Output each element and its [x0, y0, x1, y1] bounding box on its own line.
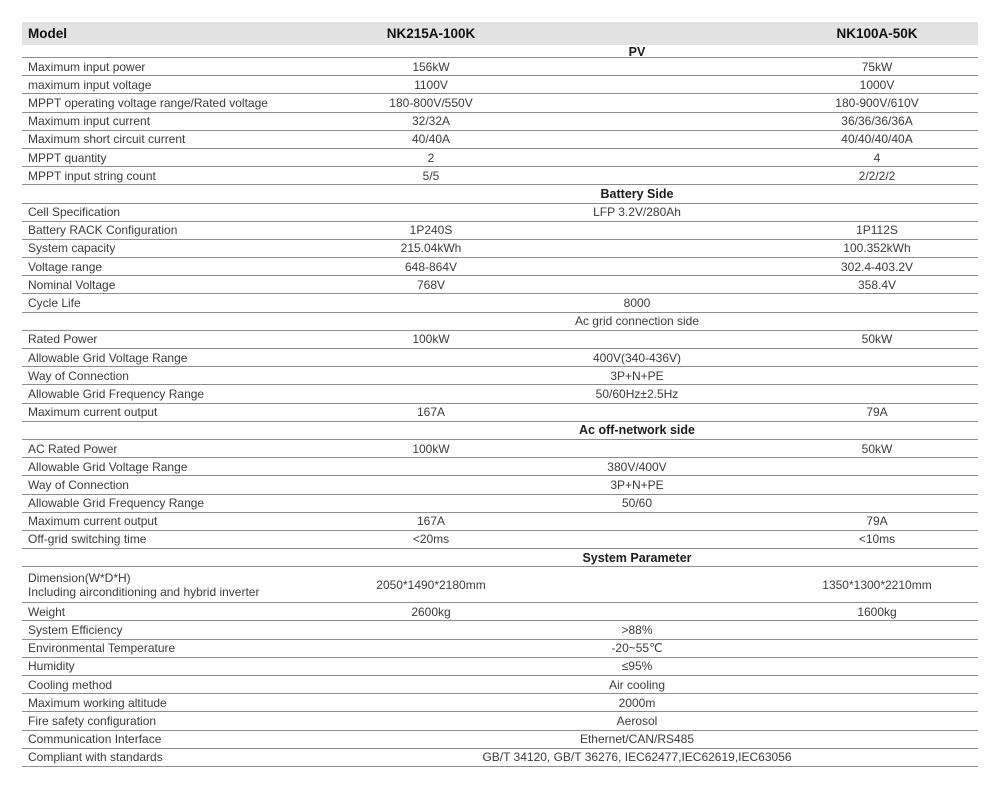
spec-value-nk215a-100k: 2600kg	[411, 604, 451, 619]
spec-label: Allowable Grid Frequency Range	[28, 496, 205, 511]
spec-label: Allowable Grid Voltage Range	[28, 459, 188, 474]
spec-label: Way of Connection	[28, 368, 129, 383]
spec-value-shared: Aerosol	[616, 713, 658, 728]
spec-label: maximum input voltage	[28, 77, 152, 92]
spec-row-way-of-connection	[22, 476, 978, 494]
spec-value-nk100a-50k: <10ms	[858, 532, 896, 547]
spec-row-maximum-current-output	[22, 404, 978, 422]
spec-label: MPPT quantity	[28, 150, 107, 165]
spec-value-shared: 380V/400V	[607, 459, 667, 474]
spec-row-way-of-connection	[22, 367, 978, 385]
spec-value-shared: GB/T 34120, GB/T 36276, IEC62477,IEC62619,IEC63056	[482, 750, 792, 765]
table-body	[22, 45, 978, 767]
spec-label: Compliant with standards	[28, 750, 163, 765]
spec-value-nk215a-100k: 167A	[416, 405, 446, 420]
spec-value-nk215a-100k: 648-864V	[404, 259, 458, 274]
spec-value-nk100a-50k: 1000V	[859, 77, 895, 92]
spec-row-battery-rack-configuration	[22, 222, 978, 240]
section-title: Battery Side	[600, 186, 674, 201]
spec-label: Rated Power	[28, 332, 98, 347]
spec-label: Maximum input current	[28, 114, 151, 129]
spec-row-allowable-grid-frequency-range	[22, 385, 978, 403]
spec-label: Way of Connection	[28, 477, 129, 492]
spec-value-nk100a-50k: 1600kg	[857, 604, 897, 619]
spec-value-nk215a-100k: 100kW	[412, 332, 450, 347]
spec-value-nk215a-100k: 768V	[416, 277, 446, 292]
spec-value-nk100a-50k: 1350*1300*2210mm	[822, 577, 932, 592]
model-b-column-header: NK100A-50K	[836, 26, 918, 41]
spec-label: Weight	[28, 604, 66, 619]
spec-value-nk100a-50k: 4	[873, 150, 881, 165]
section-title: Ac off-network side	[579, 423, 695, 438]
spec-row-compliant-with-standards	[22, 749, 978, 767]
spec-value-shared: >88%	[621, 623, 653, 638]
spec-row-maximum-input-current	[22, 113, 978, 131]
spec-label: Humidity	[28, 659, 75, 674]
spec-value-nk100a-50k: 100.352kWh	[843, 241, 911, 256]
spec-label: Cell Specification	[28, 205, 121, 220]
spec-row-maximum-current-output	[22, 513, 978, 531]
spec-row-mppt-quantity	[22, 149, 978, 167]
spec-row-system-efficiency	[22, 621, 978, 639]
spec-row-cycle-life	[22, 294, 978, 312]
spec-label-line-1: Dimension(W*D*H)	[28, 570, 131, 585]
spec-value-nk100a-50k: 180-900V/610V	[835, 95, 919, 110]
spec-label: System capacity	[28, 241, 116, 256]
spec-value-nk215a-100k: <20ms	[412, 532, 450, 547]
spec-value-shared: Air cooling	[608, 677, 666, 692]
spec-value-shared: 50/60	[621, 496, 653, 511]
spec-label-line-2: Including airconditioning and hybrid inverter	[28, 584, 260, 599]
section-title: Ac grid connection side	[574, 314, 700, 329]
table-header-row	[22, 22, 978, 45]
section-header-pv	[22, 45, 978, 58]
spec-label: Maximum current output	[28, 514, 158, 529]
spec-value-nk215a-100k: 32/32A	[411, 114, 451, 129]
spec-label: System Efficiency	[28, 623, 123, 638]
spec-value-nk100a-50k: 79A	[866, 405, 888, 420]
spec-row-ac-rated-power	[22, 440, 978, 458]
spec-label: Allowable Grid Voltage Range	[28, 350, 188, 365]
section-header-ac-grid-connection-side	[22, 313, 978, 331]
spec-value-shared: -20~55℃	[611, 641, 663, 656]
spec-value-nk100a-50k: 2/2/2/2	[858, 168, 896, 183]
spec-row-weight	[22, 603, 978, 621]
spec-label: Allowable Grid Frequency Range	[28, 386, 205, 401]
spec-row-maximum-short-circuit-current	[22, 131, 978, 149]
spec-value-shared: 400V(340-436V)	[592, 350, 682, 365]
spec-value-nk100a-50k: 1P112S	[856, 223, 898, 238]
spec-value-nk215a-100k: 1P240S	[409, 223, 453, 238]
spec-label: Communication Interface	[28, 732, 162, 747]
spec-label: Battery RACK Configuration	[28, 223, 178, 238]
spec-label: Maximum working altitude	[28, 695, 167, 710]
spec-value-nk100a-50k: 75kW	[861, 59, 893, 74]
spec-row-maximum-working-altitude	[22, 694, 978, 712]
spec-row-system-capacity	[22, 240, 978, 258]
spec-row-mppt-operating-voltage-range-rated-voltage	[22, 94, 978, 112]
spec-row-maximum-input-voltage	[22, 76, 978, 94]
spec-value-nk215a-100k: 156kW	[412, 59, 450, 74]
spec-value-nk100a-50k: 302.4-403.2V	[840, 259, 914, 274]
spec-row-allowable-grid-voltage-range	[22, 349, 978, 367]
spec-label: Nominal Voltage	[28, 277, 116, 292]
spec-row-fire-safety-configuration	[22, 712, 978, 730]
section-header-battery-side	[22, 185, 978, 203]
spec-label: Cycle Life	[28, 296, 81, 311]
spec-row-off-grid-switching-time	[22, 531, 978, 549]
spec-row-humidity	[22, 658, 978, 676]
spec-row-maximum-input-power	[22, 58, 978, 76]
spec-value-nk215a-100k: 2	[427, 150, 435, 165]
spec-row-cooling-method	[22, 676, 978, 694]
spec-value-nk215a-100k: 2050*1490*2180mm	[376, 577, 486, 592]
section-title: System Parameter	[582, 550, 692, 565]
spec-value-nk100a-50k: 40/40/40/40A	[841, 132, 913, 147]
spec-value-nk215a-100k: 167A	[416, 514, 446, 529]
spec-table	[22, 22, 978, 767]
spec-value-nk215a-100k: 40/40A	[411, 132, 451, 147]
model-a-column-header: NK215A-100K	[386, 26, 476, 41]
spec-row-nominal-voltage	[22, 276, 978, 294]
section-header-system-parameter	[22, 549, 978, 567]
spec-value-nk100a-50k: 358.4V	[857, 277, 897, 292]
spec-value-shared: LFP 3.2V/280Ah	[593, 205, 681, 220]
spec-label: Maximum short circuit current	[28, 132, 186, 147]
spec-row-voltage-range	[22, 258, 978, 276]
spec-row-communication-interface	[22, 731, 978, 749]
spec-value-shared: 3P+N+PE	[610, 368, 664, 383]
spec-label: MPPT input string count	[28, 168, 156, 183]
spec-value-shared: Ethernet/CAN/RS485	[579, 732, 695, 747]
spec-value-shared: 50/60Hz±2.5Hz	[595, 386, 679, 401]
spec-row-mppt-input-string-count	[22, 167, 978, 185]
spec-value-shared: 3P+N+PE	[610, 477, 664, 492]
spec-value-nk100a-50k: 36/36/36/36A	[841, 114, 913, 129]
spec-label: MPPT operating voltage range/Rated voltage	[28, 95, 268, 110]
spec-value-nk215a-100k: 215.04kWh	[400, 241, 462, 256]
spec-label: Environmental Temperature	[28, 641, 176, 656]
spec-label: Voltage range	[28, 259, 103, 274]
spec-row-rated-power	[22, 331, 978, 349]
spec-row-environmental-temperature	[22, 640, 978, 658]
model-column-header: Model	[28, 26, 67, 41]
spec-value-nk215a-100k: 1100V	[414, 77, 448, 92]
spec-value-nk215a-100k: 100kW	[412, 441, 450, 456]
section-title: PV	[628, 45, 646, 59]
spec-label	[22, 571, 296, 599]
section-header-ac-off-network-side	[22, 422, 978, 440]
spec-value-nk100a-50k: 79A	[866, 514, 888, 529]
spec-label: Cooling method	[28, 677, 113, 692]
spec-label: Off-grid switching time	[28, 532, 147, 547]
spec-label: Maximum input power	[28, 59, 146, 74]
spec-row-allowable-grid-voltage-range	[22, 458, 978, 476]
spec-value-nk215a-100k: 5/5	[422, 168, 440, 183]
spec-row-dimension-w-d-h	[22, 567, 978, 603]
spec-value-shared: ≤95%	[621, 659, 653, 674]
spec-label: Maximum current output	[28, 405, 158, 420]
spec-value-nk215a-100k: 180-800V/550V	[389, 95, 473, 110]
spec-value-nk100a-50k: 50kW	[861, 332, 893, 347]
spec-row-cell-specification	[22, 204, 978, 222]
spec-value-nk100a-50k: 50kW	[861, 441, 893, 456]
spec-label: Fire safety configuration	[28, 713, 157, 728]
spec-label: AC Rated Power	[28, 441, 118, 456]
spec-value-shared: 8000	[623, 296, 651, 311]
spec-row-allowable-grid-frequency-range	[22, 495, 978, 513]
spec-value-shared: 2000m	[618, 695, 656, 710]
